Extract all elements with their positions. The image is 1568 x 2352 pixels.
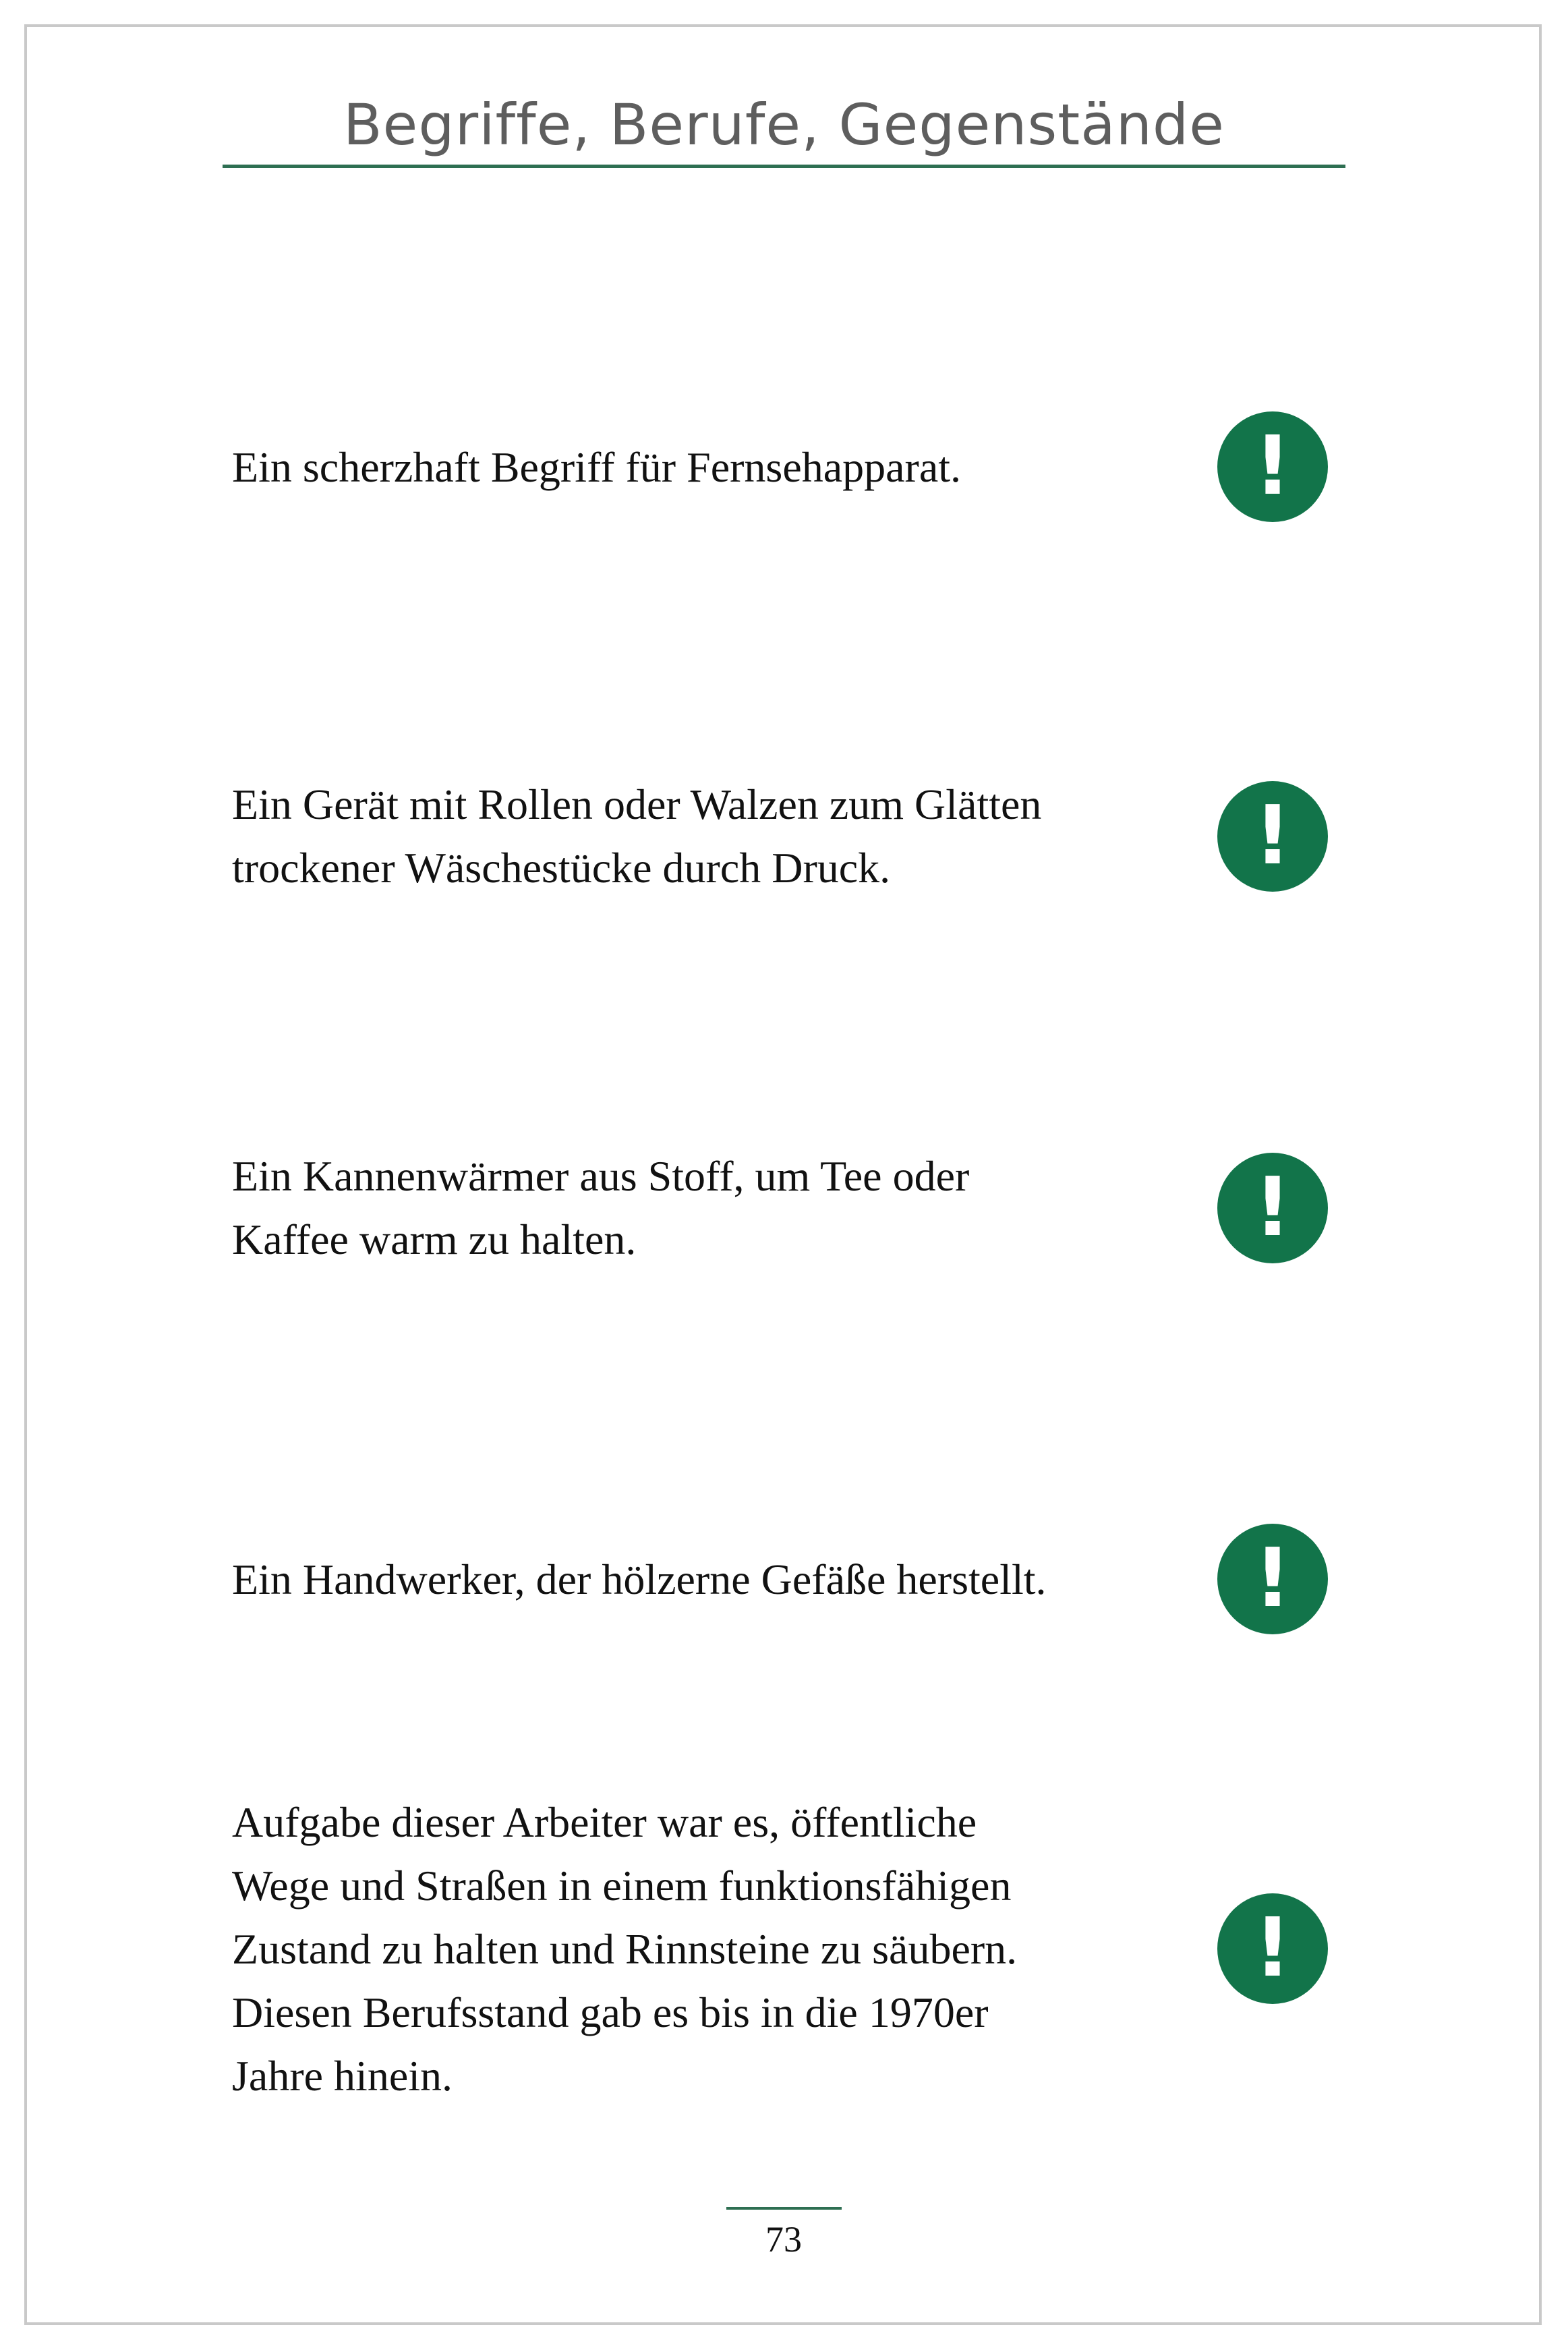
question-text-line: Zustand zu halten und Rinnsteine zu säubern. — [232, 1925, 1018, 1973]
question-5 — [232, 1791, 1196, 2108]
footer-divider — [726, 2207, 842, 2210]
question-1 — [232, 436, 1196, 499]
exclamation-icon[interactable]: ! — [1217, 1153, 1328, 1263]
page-title: Begriffe, Berufe, Gegenstände — [343, 92, 1225, 158]
question-text-line: Diesen Berufsstand gab es bis in die 1970er — [232, 1988, 989, 2036]
question-text-line: Ein Kannenwärmer aus Stoff, um Tee oder — [232, 1152, 970, 1200]
exclamation-icon[interactable]: ! — [1217, 1893, 1328, 2004]
question-text-line: Wege und Straßen in einem funktionsfähigen — [232, 1862, 1012, 1910]
question-text-line: Jahre hinein. — [232, 2052, 453, 2100]
question-text-line: Ein scherzhaft Begriff für Fernsehapparat. — [232, 443, 962, 491]
page-number: 73 — [765, 2219, 802, 2260]
exclamation-icon[interactable]: ! — [1217, 781, 1328, 892]
exclamation-icon[interactable]: ! — [1217, 411, 1328, 522]
question-3 — [232, 1145, 1196, 1271]
exclamation-icon[interactable]: ! — [1217, 1524, 1328, 1634]
question-4 — [232, 1548, 1196, 1611]
question-text-line: trockener Wäschestücke durch Druck. — [232, 844, 891, 892]
question-text-line: Ein Handwerker, der hölzerne Gefäße herstellt. — [232, 1555, 1047, 1603]
question-text-line: Kaffee warm zu halten. — [232, 1215, 637, 1263]
question-text-line: Ein Gerät mit Rollen oder Walzen zum Glätten — [232, 780, 1042, 828]
header-divider — [223, 165, 1345, 168]
question-text-line: Aufgabe dieser Arbeiter war es, öffentliche — [232, 1798, 977, 1846]
question-2 — [232, 773, 1196, 900]
